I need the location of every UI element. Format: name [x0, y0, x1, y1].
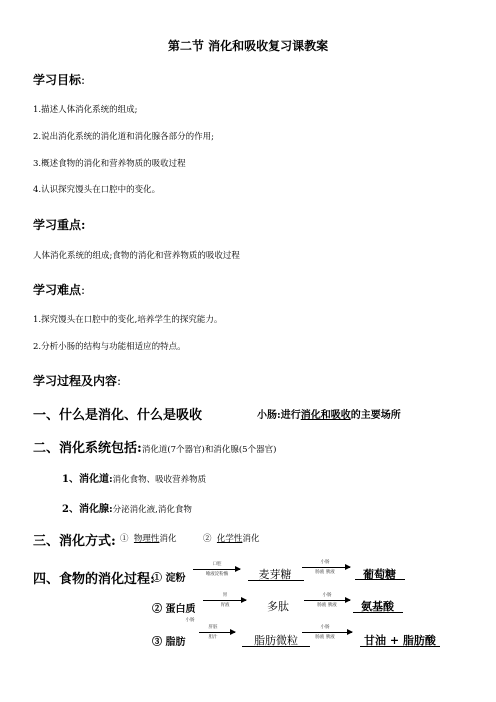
starch-arrow1-top: 口腔 — [212, 562, 222, 567]
section3-method-1: ① 物理性消化 — [120, 534, 177, 544]
process-heading: 学习过程及内容: — [33, 374, 122, 388]
protein-label: ② 蛋白质 — [152, 604, 196, 615]
starch-mid-underline — [248, 580, 304, 581]
protein-arrow1 — [203, 600, 246, 601]
key-points-heading: 学习重点: — [33, 218, 86, 232]
fat-arrow1-pre: 小肠 — [185, 618, 195, 623]
starch-arrow2-top: 小肠 — [320, 560, 330, 565]
objective-item-4: 4.认识探究馒头在口腔中的变化。 — [33, 185, 161, 195]
protein-arrow1-bottom: 胃液 — [220, 603, 230, 608]
section2-heading: 二、消化系统包括:消化道(7个器官)和消化腺(5个器官) — [33, 441, 277, 456]
starch-arrow2 — [302, 567, 350, 568]
section2-sub1: 1、消化道:消化食物、吸收营养物质 — [62, 474, 207, 485]
fat-final-product: 甘油 + 脂肪酸 — [364, 634, 436, 647]
section1-note-blank: 消化和吸收 — [300, 410, 351, 421]
fat-mid-product: 脂肪微粒 — [254, 634, 298, 647]
objective-item-1: 1.描述人体消化系统的组成; — [33, 105, 138, 115]
difficulty-item-1: 1.探究馒头在口腔中的变化,培养学生的探究能力。 — [33, 315, 223, 325]
protein-arrow2 — [304, 600, 350, 601]
fat-mid-underline — [242, 646, 310, 647]
section4-heading: 四、食物的消化过程: — [33, 572, 155, 587]
section2-sub2-text: 分泌消化液,消化食物 — [112, 505, 192, 515]
protein-mid-product: 多肽 — [267, 600, 289, 613]
fat-label: ③ 脂肪 — [152, 637, 186, 648]
section1-heading: 一、什么是消化、什么是吸收 — [33, 408, 203, 423]
section2-text: 消化道(7个器官)和消化腺(5个器官) — [141, 445, 277, 455]
starch-final-underline — [355, 579, 405, 580]
protein-arrow2-bottom: 肠液 胰液 — [317, 603, 337, 608]
fat-arrow2 — [302, 632, 352, 633]
starch-mid-product: 麦芽糖 — [258, 568, 292, 581]
objective-item-2: 2.说出消化系统的消化道和消化腺各部分的作用; — [33, 132, 214, 142]
protein-final-underline — [353, 612, 403, 613]
starch-label: ① 淀粉 — [152, 573, 186, 584]
section2-sub1-text: 消化食物、吸收营养物质 — [112, 475, 207, 485]
section1-note: 小肠:进行消化和吸收的主要场所 — [257, 410, 401, 421]
protein-final-product: 氨基酸 — [361, 600, 394, 613]
section3-heading: 三、消化方式: — [33, 534, 116, 549]
protein-arrow2-top: 小肠 — [322, 593, 332, 598]
key-points-text: 人体消化系统的组成;食物的消化和营养物质的吸收过程 — [33, 251, 240, 261]
objective-item-3: 3.概述食物的消化和营养物质的吸收过程 — [33, 159, 186, 169]
starch-final-product: 葡萄糖 — [363, 568, 396, 581]
difficulties-heading: 学习难点: — [33, 283, 86, 297]
fat-arrow2-bottom: 肠液 胰液 — [315, 635, 335, 640]
starch-arrow1-bottom: 唾液淀粉酶 — [205, 572, 229, 577]
fat-arrow1-bottom: 胆汁 — [208, 635, 218, 640]
starch-arrow2-bottom: 肠液 胰液 — [315, 570, 335, 575]
section2-sub2: 2、消化腺:分泌消化液,消化食物 — [62, 504, 192, 515]
protein-arrow1-top: 胃 — [222, 593, 228, 598]
fat-arrow2-top: 小肠 — [320, 625, 330, 630]
difficulty-item-2: 2.分析小肠的结构与功能相适应的特点。 — [33, 342, 186, 352]
fat-arrow1-top: 肝脏 — [208, 625, 218, 630]
objectives-heading: 学习目标: — [33, 73, 86, 87]
fat-final-underline — [360, 646, 440, 647]
fat-arrow1 — [199, 632, 235, 633]
page-title: 第二节 消化和吸收复习课教案 — [167, 39, 329, 53]
section3-method-2: ② 化学性消化 — [203, 534, 260, 544]
section3-method-1-blank: 物理性 — [133, 534, 160, 544]
section3-method-2-blank: 化学性 — [216, 534, 243, 544]
starch-arrow1 — [193, 569, 240, 570]
